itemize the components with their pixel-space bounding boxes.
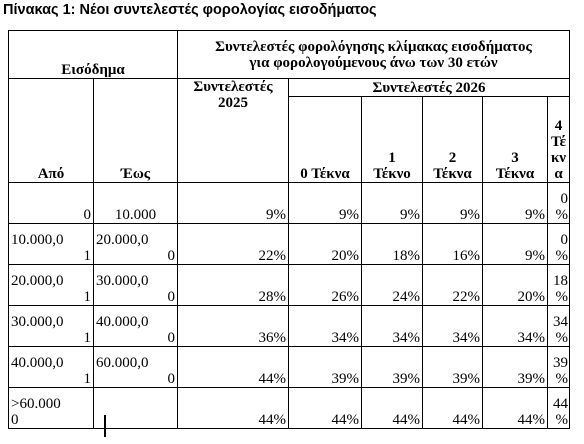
cell-rate-4-children: 44 % xyxy=(548,388,570,429)
header-children-1: 1 Τέκνο xyxy=(362,97,423,183)
cell-rate-2025: 22% xyxy=(178,224,289,265)
table-row xyxy=(9,183,570,224)
header-rates-title xyxy=(178,31,570,79)
cell-rate-2025: 28% xyxy=(178,265,289,306)
table-row xyxy=(9,224,570,265)
cell-rate-0-children: 34% xyxy=(289,306,362,347)
cell-rate-1-child: 18% xyxy=(362,224,423,265)
cell-rate-3-children: 34% xyxy=(483,306,548,347)
cell-rate-1-child: 44% xyxy=(362,388,423,429)
table-caption: Πίνακας 1: Νέοι συντελεστές φορολογίας εισοδήματος xyxy=(3,2,377,18)
cell-from: 40.000,0 1 xyxy=(9,347,94,388)
header-rates-2025-line2: 2025 xyxy=(218,95,248,111)
cell-rate-0-children: 44% xyxy=(289,388,362,429)
cell-rate-3-children: 20% xyxy=(483,265,548,306)
cell-rate-2-children: 9% xyxy=(423,183,483,224)
cell-rate-2025: 44% xyxy=(178,347,289,388)
cell-rate-2025: 36% xyxy=(178,306,289,347)
header-income: Εισόδημα xyxy=(9,31,178,79)
cell-rate-4-children: 39 % xyxy=(548,347,570,388)
cell-rate-3-children: 44% xyxy=(483,388,548,429)
cell-rate-4-children: 0 % xyxy=(548,224,570,265)
cell-to: 20.000,0 0 xyxy=(94,224,178,265)
cell-rate-2-children: 16% xyxy=(423,224,483,265)
cell-to: 10.000 xyxy=(94,183,178,224)
header-children-4: 4 Τέ κν α xyxy=(548,97,570,183)
table-row xyxy=(9,265,570,306)
header-rates-2026: Συντελεστές 2026 xyxy=(289,79,570,97)
table-row xyxy=(9,388,570,429)
cell-rate-2-children: 44% xyxy=(423,388,483,429)
cell-rate-2-children: 22% xyxy=(423,265,483,306)
cell-rate-4-children: 34 % xyxy=(548,306,570,347)
cell-rate-1-child: 24% xyxy=(362,265,423,306)
header-rates-2025-line1: Συντελεστές xyxy=(193,79,273,95)
tax-rates-table xyxy=(8,30,570,429)
header-rates-title-line2: για φορολογούμενους άνω των 30 ετών xyxy=(249,54,498,71)
cell-rate-0-children: 9% xyxy=(289,183,362,224)
cell-rate-3-children: 9% xyxy=(483,224,548,265)
header-children-0: 0 Τέκνα xyxy=(289,97,362,183)
header-to-cell xyxy=(94,79,178,183)
cell-from: >60.000 0 xyxy=(9,388,94,429)
cell-rate-3-children: 9% xyxy=(483,183,548,224)
cell-rate-0-children: 39% xyxy=(289,347,362,388)
cell-rate-4-children: 18 % xyxy=(548,265,570,306)
header-children-2: 2 Τέκνα xyxy=(423,97,483,183)
cell-rate-1-child: 39% xyxy=(362,347,423,388)
cell-rate-2025: 9% xyxy=(178,183,289,224)
cell-to: 60.000,0 0 xyxy=(94,347,178,388)
cell-from: 20.000,0 1 xyxy=(9,265,94,306)
cell-rate-3-children: 39% xyxy=(483,347,548,388)
cell-rate-1-child: 34% xyxy=(362,306,423,347)
cell-rate-4-children: 0 % xyxy=(548,183,570,224)
header-children-3: 3 Τέκνα xyxy=(483,97,548,183)
cell-rate-2-children: 39% xyxy=(423,347,483,388)
header-rates-2025 xyxy=(178,79,289,183)
cell-rate-0-children: 26% xyxy=(289,265,362,306)
header-rates-title-line1: Συντελεστές φορολόγησης κλίμακας εισοδήματος xyxy=(215,38,532,55)
cell-rate-2-children: 34% xyxy=(423,306,483,347)
table-row xyxy=(9,347,570,388)
cell-to: 30.000,0 0 xyxy=(94,265,178,306)
header-from: Από xyxy=(37,166,65,182)
cell-to: 40.000,0 0 xyxy=(94,306,178,347)
cell-rate-1-child: 9% xyxy=(362,183,423,224)
cell-from: 30.000,0 1 xyxy=(9,306,94,347)
cell-to xyxy=(94,388,178,429)
cell-rate-2025: 44% xyxy=(178,388,289,429)
header-to: Έως xyxy=(120,166,151,182)
cell-from: 0 xyxy=(9,183,94,224)
cell-rate-0-children: 20% xyxy=(289,224,362,265)
text-cursor xyxy=(104,415,106,437)
header-from-cell xyxy=(9,79,94,183)
cell-from: 10.000,0 1 xyxy=(9,224,94,265)
table-row xyxy=(9,306,570,347)
